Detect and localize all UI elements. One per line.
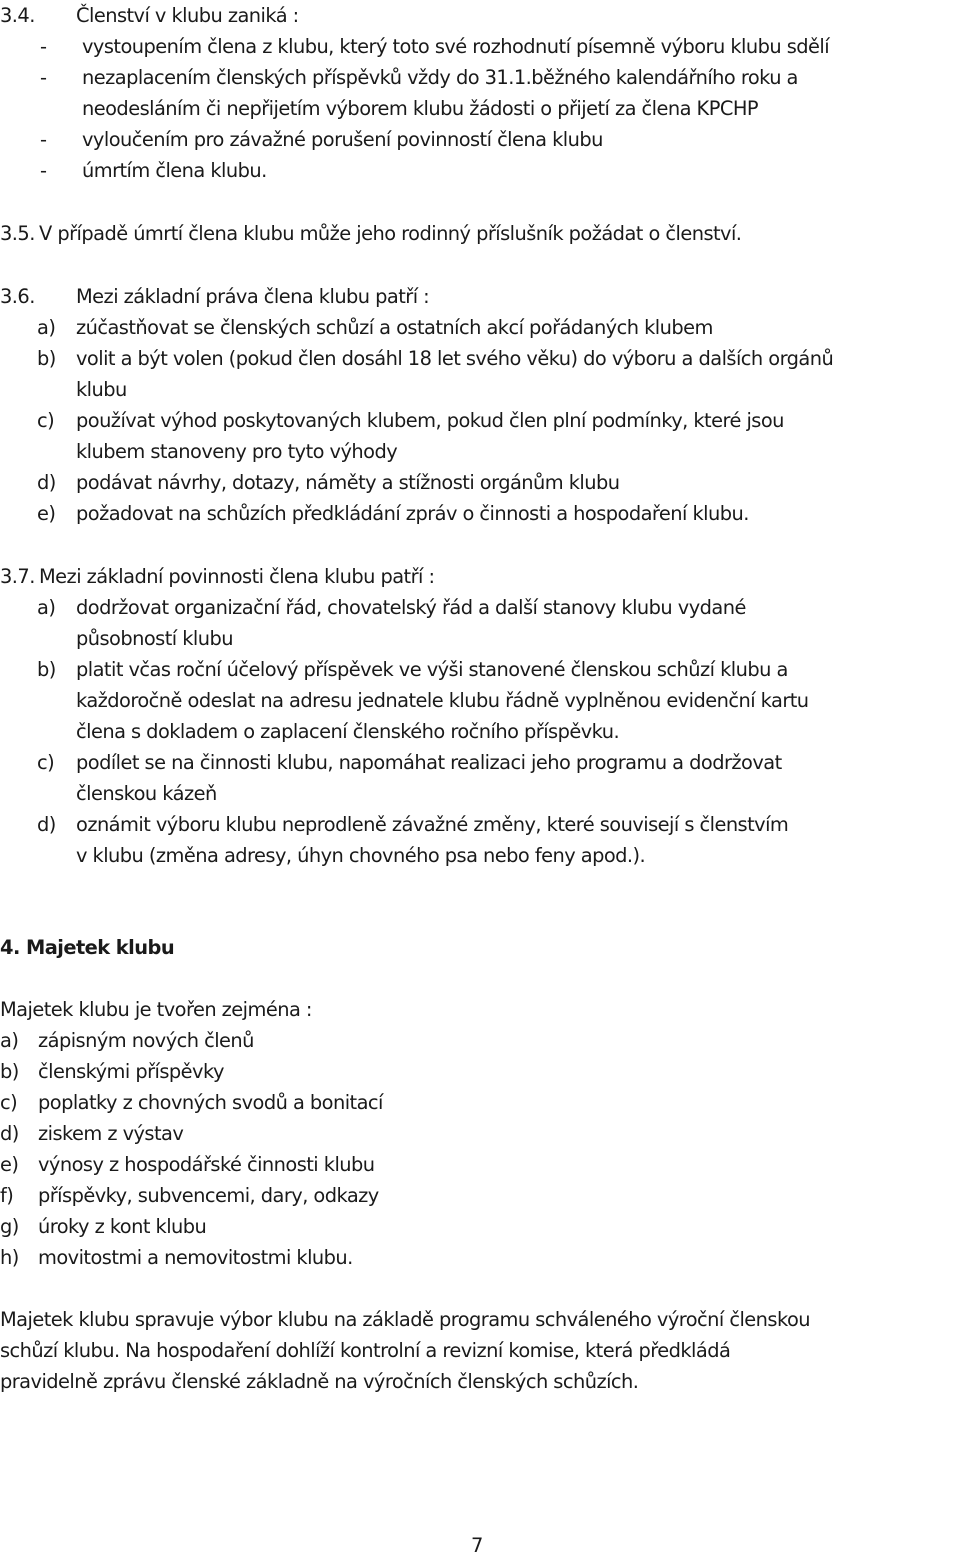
section-number: 3.5. [0,222,35,245]
section-text: V případě úmrtí člena klubu může jeho rodinný příslušník požádat o členství. [39,222,742,245]
paragraph-line: schůzí klubu. Na hospodaření dohlíží kontrolní a revizní komise, která předkládá [0,1339,731,1362]
section-4-heading: 4. Majetek klubu [0,936,175,959]
section-number: 3.7. [0,565,35,588]
paragraph-line: pravidelně zprávu členské základně na výročních členských schůzích. [0,1370,639,1393]
section-number: 3.6. [0,285,35,308]
section-title: Mezi základní práva člena klubu patří : [76,285,430,308]
paragraph-line: Majetek klubu spravuje výbor klubu na základě programu schváleného výroční členskou [0,1308,811,1331]
page-number: 7 [471,1534,483,1557]
section-title: Členství v klubu zaniká : [76,4,299,27]
section-number: 3.4. [0,4,35,27]
section-4-intro: Majetek klubu je tvořen zejména : [0,998,312,1021]
section-title: Mezi základní povinnosti člena klubu patří : [39,565,435,588]
